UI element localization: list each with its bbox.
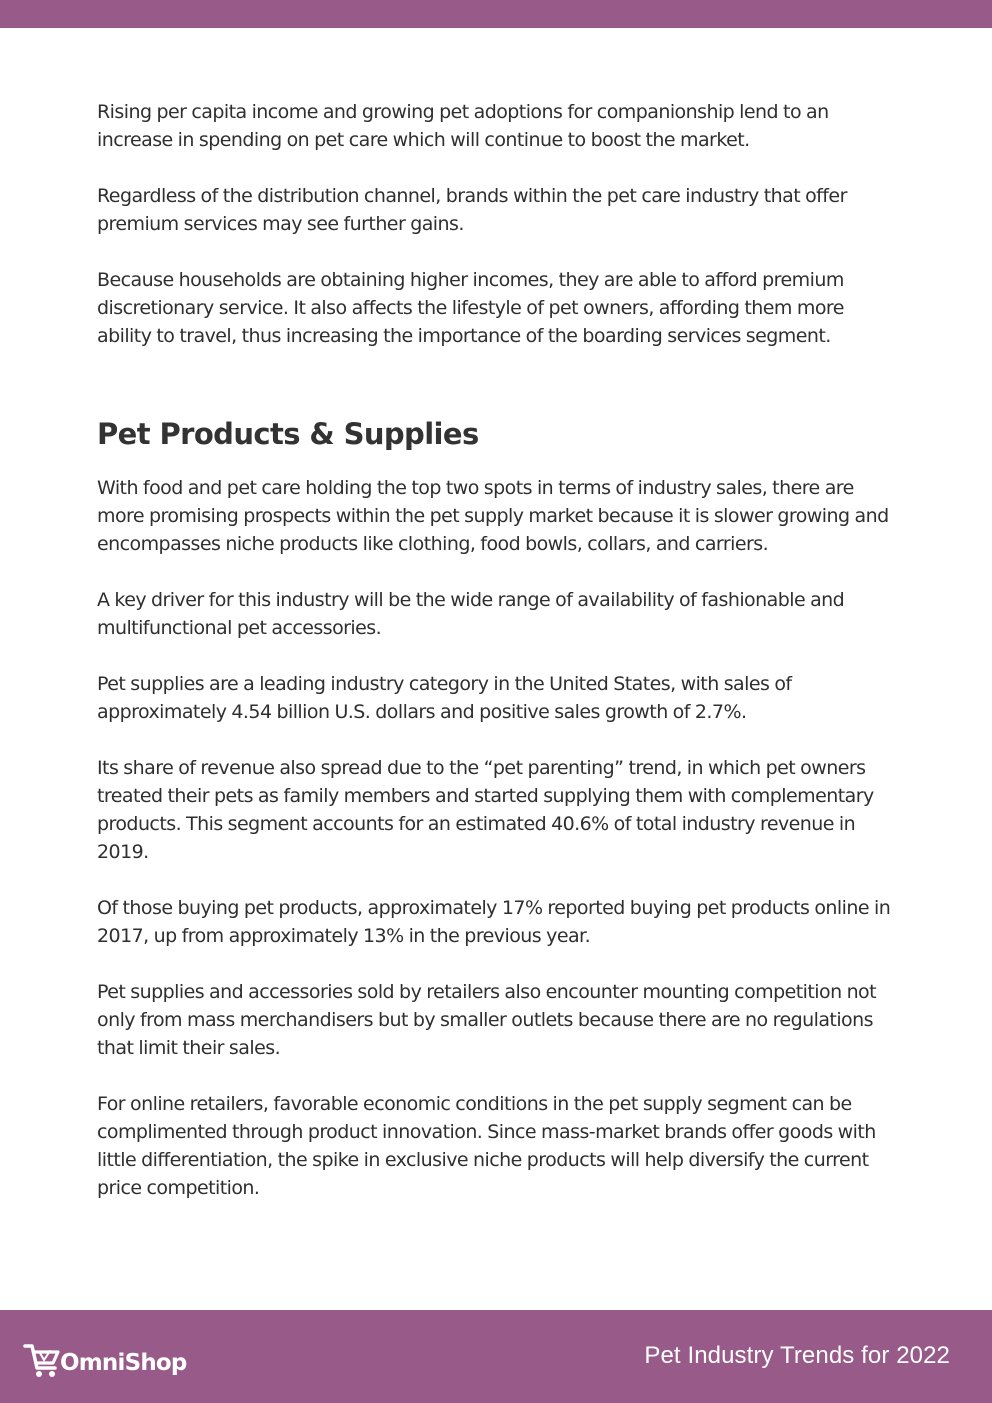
section-paragraph-5: Of those buying pet products, approximately 17% reported buying pet products online in 2017, up from approximately 13% in the previous year. [97, 897, 891, 947]
page-footer [0, 1310, 992, 1403]
section-paragraph-2: A key driver for this industry will be the wide range of availability of fashionable and multifunctional pet accessories. [97, 589, 845, 639]
intro-paragraph-2: Regardless of the distribution channel, brands within the pet care industry that offer premium services may see further gains. [97, 185, 847, 235]
intro-paragraph-3: Because households are obtaining higher incomes, they are able to afford premium discretionary service. It also affects the lifestyle of pet owners, affording them more ability to travel, thus increasing the importance of the boarding services segment. [97, 269, 844, 347]
section-paragraph-6: Pet supplies and accessories sold by retailers also encounter mounting competition not only from mass merchandisers but by smaller outlets because there are no regulations that limit their sales. [97, 981, 877, 1059]
section-paragraph-3: Pet supplies are a leading industry category in the United States, with sales of approximately 4.54 billion U.S. dollars and positive sales growth of 2.7%. [97, 673, 792, 723]
footer-title: Pet Industry Trends for 2022 [644, 1342, 950, 1369]
shopping-cart-icon [22, 1340, 62, 1380]
section-paragraph-4: Its share of revenue also spread due to the “pet parenting” trend, in which pet owners treated their pets as family members and started supplying them with complementary products. This segment accounts for an estimated 40.6% of total industry revenue in 2019. [97, 757, 874, 863]
omnishop-logo [22, 1334, 187, 1380]
document-content [97, 98, 897, 1230]
top-accent-bar [0, 0, 992, 28]
section-paragraph-7: For online retailers, favorable economic conditions in the pet supply segment can be complimented through product innovation. Since mass-market brands offer goods with little differentiation, the spike in exclusive niche products will help diversify the current price competition. [97, 1093, 876, 1199]
logo-text: OmniShop [60, 1350, 187, 1376]
section-heading: Pet Products & Supplies [97, 417, 479, 451]
section-paragraph-1: With food and pet care holding the top two spots in terms of industry sales, there are more promising prospects within the pet supply market because it is slower growing and encompasses niche products like clothing, food bowls, collars, and carriers. [97, 477, 889, 555]
intro-paragraph-1: Rising per capita income and growing pet adoptions for companionship lend to an increase in spending on pet care which will continue to boost the market. [97, 101, 829, 151]
